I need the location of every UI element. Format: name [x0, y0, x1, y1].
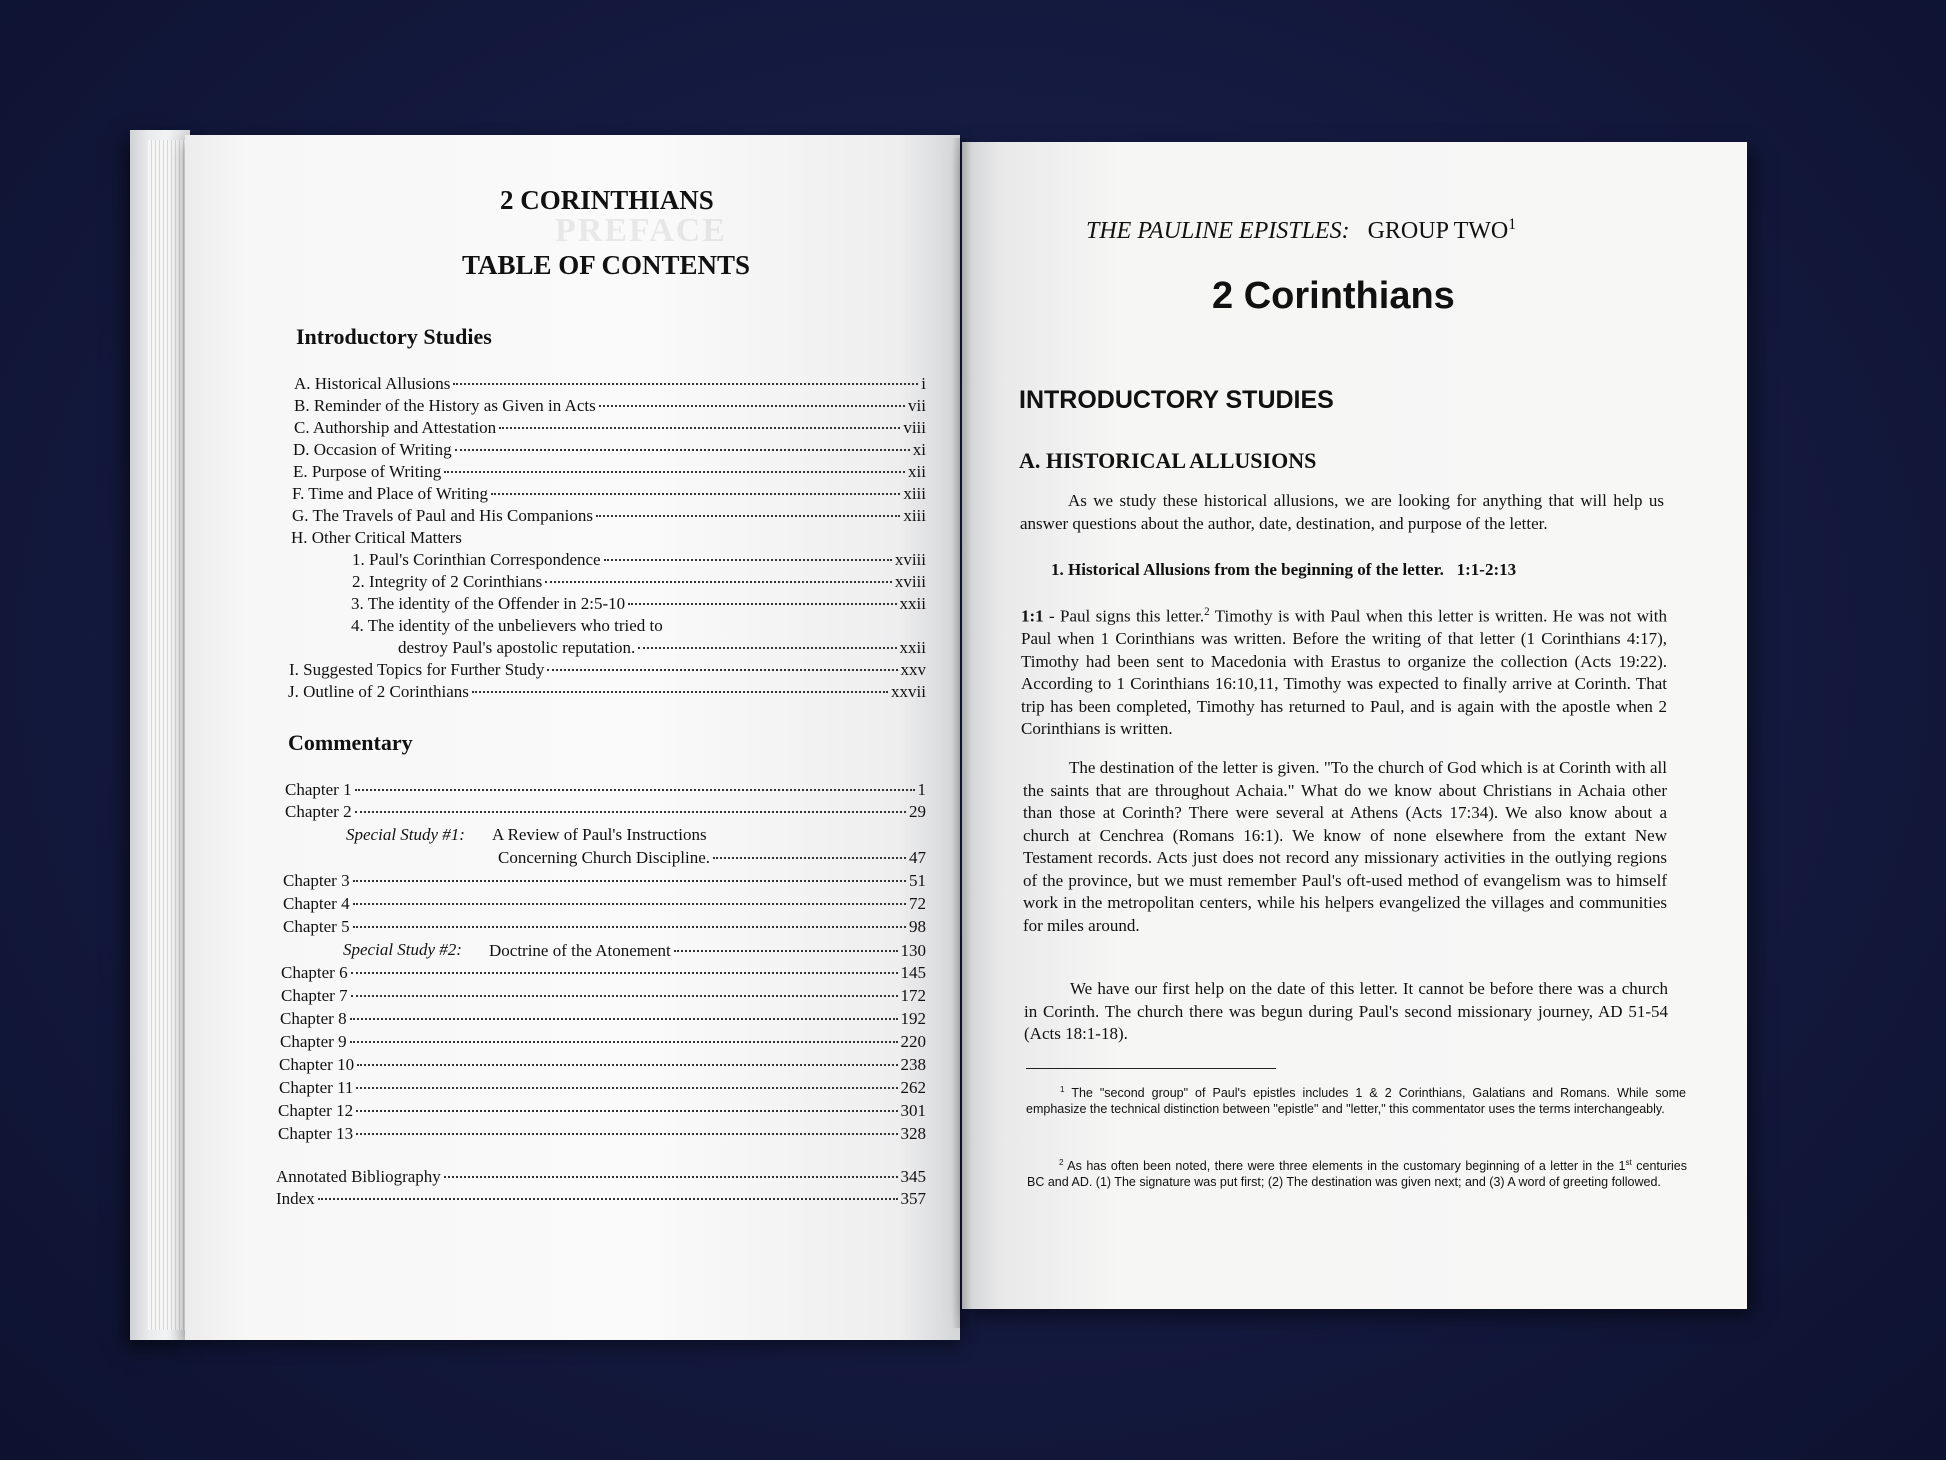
toc-entry-label: Chapter 9 [280, 1032, 347, 1051]
toc-entry-label: G. The Travels of Paul and His Companions [292, 506, 593, 525]
leader-dots [351, 971, 898, 974]
toc-subentry-2[interactable] [352, 572, 926, 592]
toc-page-number: 238 [900, 1055, 926, 1074]
toc-entry-label: Chapter 11 [279, 1078, 354, 1097]
toc-chapter-5[interactable] [283, 917, 926, 937]
toc-entry-label: Doctrine of the Atonement [489, 941, 671, 960]
leader-dots [455, 448, 910, 451]
verse-paragraph [1021, 601, 1667, 741]
toc-page-number: 51 [909, 871, 926, 890]
toc-entry-label: Chapter 8 [280, 1009, 347, 1028]
subsection-heading: A. HISTORICAL ALLUSIONS [1019, 448, 1317, 473]
toc-section-commentary: Commentary [288, 730, 413, 755]
leader-dots [596, 514, 900, 517]
toc-title: TABLE OF CONTENTS [462, 250, 751, 280]
toc-page-number: 1 [917, 780, 926, 799]
toc-subentry-4-line2[interactable] [398, 638, 926, 658]
toc-entry-label: Chapter 12 [278, 1101, 354, 1120]
toc-subentry-3[interactable] [351, 594, 926, 614]
toc-chapter-6[interactable] [281, 963, 926, 983]
intro-paragraph: As we study these historical allusions, we are looking for anything that will help us answer questions about the author, date, destination, and purpose of the letter. [1020, 491, 1664, 533]
toc-page-number: xi [912, 440, 926, 459]
toc-entry-label: 3. The identity of the Offender in 2:5-10 [351, 594, 626, 613]
book-gutter [952, 138, 972, 1328]
toc-bibliography[interactable] [276, 1167, 926, 1187]
leader-dots [355, 788, 915, 791]
special-study-1-label: Special Study #1: [346, 825, 465, 844]
toc-entry-c[interactable] [294, 418, 926, 438]
leader-dots [628, 602, 896, 605]
toc-entry-h[interactable]: H. Other Critical Matters [291, 528, 462, 547]
toc-entry-i[interactable] [289, 660, 926, 680]
toc-entry-label: J. Outline of 2 Corinthians [288, 682, 469, 701]
toc-chapter-10[interactable] [279, 1055, 926, 1075]
toc-entry-label: Annotated Bibliography [276, 1167, 441, 1186]
page-title: 2 Corinthians [1212, 275, 1455, 317]
toc-page-number: 301 [900, 1101, 926, 1120]
toc-chapter-3[interactable] [283, 871, 926, 891]
running-head-italic: THE PAULINE EPISTLES: [1086, 218, 1350, 244]
toc-entry-f[interactable] [292, 484, 926, 504]
verse-text-a: - Paul signs this letter. [1043, 606, 1205, 626]
toc-chapter-8[interactable] [280, 1009, 926, 1029]
leader-dots [353, 879, 906, 882]
leader-dots [355, 810, 906, 813]
toc-page-number: 98 [909, 917, 926, 936]
toc-entry-label: Chapter 4 [283, 894, 350, 913]
special-study-2-label: Special Study #2: [343, 940, 462, 959]
toc-entry-a[interactable] [294, 374, 926, 394]
leader-dots [453, 382, 918, 385]
leader-dots [599, 404, 905, 407]
toc-entry-label: C. Authorship and Attestation [294, 418, 497, 437]
toc-entry-label: Chapter 7 [281, 986, 348, 1005]
toc-page-number: xviii [894, 550, 926, 569]
show-through-heading: PREFACE [555, 212, 728, 249]
leader-dots [444, 1175, 898, 1178]
footnote-number: 1 [1060, 1085, 1065, 1094]
toc-subentry-1[interactable] [352, 550, 926, 570]
toc-entry-label: B. Reminder of the History as Given in Acts [294, 396, 596, 415]
running-head-plain: GROUP TWO [1367, 218, 1509, 244]
toc-page-number: xiii [903, 484, 926, 503]
leader-dots [353, 902, 906, 905]
footnote-marker: 1 [1508, 216, 1517, 233]
toc-page-number: 72 [909, 894, 926, 913]
toc-entry-label: 1. Paul's Corinthian Correspondence [352, 550, 601, 569]
toc-chapter-7[interactable] [281, 986, 926, 1006]
footnote-2-text-b: centuries BC and AD. (1) The signature was put first; (2) The destination was given next; and (3) A word of greeting followed. [1027, 1159, 1687, 1190]
toc-entry-d[interactable] [293, 440, 926, 460]
toc-page-number: xiii [903, 506, 926, 525]
toc-subentry-4-line1[interactable]: 4. The identity of the unbelievers who tried to [351, 616, 663, 635]
destination-paragraph: The destination of the letter is given. "To the church of God which is at Corinth with all the saints that are throughout Achaia." What do we know about Christians in Achaia other than those at Corinth? There were several at Athens (Acts 17:34). We also know about a church at Cenchrea (Romans 16:1). We know of none elsewhere from the extant New Testament records. Acts just does not record any missionary activities in the outlying regions of the province, but we must remember Paul's oft-used method of evangelism was to himself work in the metropolitan centers, while his helpers evangelized the villages and communities for miles around. [1023, 758, 1667, 935]
verse-ref: 1:1 [1021, 606, 1044, 626]
point-1-ref: 1:1-2:13 [1456, 560, 1517, 579]
toc-entry-b[interactable] [294, 396, 926, 416]
leader-dots [351, 994, 898, 997]
toc-entry-j[interactable] [288, 682, 926, 702]
toc-chapter-12[interactable] [278, 1101, 926, 1121]
toc-page-number: 145 [900, 963, 926, 982]
toc-chapter-1[interactable] [285, 780, 926, 800]
leader-dots [350, 1017, 898, 1020]
toc-entry-g[interactable] [292, 506, 926, 526]
toc-chapter-11[interactable] [279, 1078, 926, 1098]
date-paragraph: We have our first help on the date of this letter. It cannot be before there was a church in Corinth. The church there was begun during Paul's second missionary journey, AD 51-54 (Acts 18:1-18). [1024, 979, 1668, 1043]
point-1-heading [1051, 560, 1516, 580]
toc-index[interactable] [276, 1189, 926, 1209]
toc-page-number: xii [908, 462, 926, 481]
leader-dots [444, 470, 905, 473]
toc-page-number: 172 [900, 986, 926, 1005]
leader-dots [604, 558, 892, 561]
leader-dots [318, 1197, 898, 1200]
toc-page-number: xxvii [891, 682, 926, 701]
toc-page-number: 262 [900, 1078, 926, 1097]
footnote-number: 2 [1059, 1158, 1064, 1167]
toc-entry-label: D. Occasion of Writing [293, 440, 452, 459]
toc-entry-e[interactable] [293, 462, 926, 482]
footnote-2 [1027, 1155, 1687, 1190]
toc-chapter-4[interactable] [283, 894, 926, 914]
toc-page-number: 130 [900, 941, 926, 960]
leader-dots [545, 580, 892, 583]
toc-page-number: 192 [900, 1009, 926, 1028]
leader-dots [356, 1132, 897, 1135]
leader-dots [499, 426, 900, 429]
special-study-2-entry[interactable] [489, 941, 926, 961]
toc-entry-label: Concerning Church Discipline. [498, 848, 710, 867]
toc-entry-label: Chapter 3 [283, 871, 350, 890]
footnote-1-text: The "second group" of Paul's epistles includes 1 & 2 Corinthians, Galatians and Romans. While some emphasize the technical distinction between "epistle" and "letter," this commentator uses the terms interchangeably. [1026, 1086, 1686, 1117]
leader-dots [356, 1109, 897, 1112]
toc-page-number: xxv [900, 660, 926, 679]
leader-dots [472, 690, 888, 693]
leader-dots [713, 856, 906, 859]
toc-chapter-9[interactable] [280, 1032, 926, 1052]
leader-dots [547, 668, 897, 671]
toc-page-number: 345 [900, 1167, 926, 1186]
toc-entry-label: Chapter 13 [278, 1124, 354, 1143]
toc-page-number: 29 [909, 802, 926, 821]
leader-dots [638, 646, 896, 649]
toc-chapter-13[interactable] [278, 1124, 926, 1144]
toc-entry-label: I. Suggested Topics for Further Study [289, 660, 545, 679]
toc-page-number: 357 [900, 1189, 926, 1208]
verse-text-b: Timothy is with Paul when this letter is written. He was not with Paul when 1 Corinthians was written. Before the writing of that letter (1 Corinthians 4:17), Timothy had been sent to Macedonia with Erastus to organize the collection (Acts 19:22). According to 1 Corinthians 16:10,11, Timothy was expected to finally arrive at Corinth. That trip has been completed, Timothy has returned to Paul, and is again with the apostle when 2 Corinthians is written. [1021, 606, 1667, 739]
toc-entry-label: Index [276, 1189, 315, 1208]
toc-page-number: xxii [899, 638, 926, 657]
toc-page-number: 220 [900, 1032, 926, 1051]
footnote-2-text-a: As has often been noted, there were three elements in the customary beginning of a letter in the 1 [1067, 1159, 1626, 1174]
running-head [1086, 216, 1516, 245]
toc-page-number: i [921, 374, 926, 393]
leader-dots [353, 925, 906, 928]
book-title: 2 CORINTHIANS [500, 185, 714, 215]
footnote-1 [1026, 1082, 1686, 1117]
special-study-1-line2[interactable] [498, 848, 926, 868]
toc-entry-label: 2. Integrity of 2 Corinthians [352, 572, 543, 591]
toc-entry-label: Chapter 6 [281, 963, 348, 982]
toc-entry-label: Chapter 1 [285, 780, 352, 799]
leader-dots [491, 492, 900, 495]
page-edges [148, 140, 188, 1330]
toc-page-number: xviii [894, 572, 926, 591]
toc-page-number: 47 [909, 848, 926, 867]
toc-entry-label: A. Historical Allusions [294, 374, 451, 393]
toc-entry-label: F. Time and Place of Writing [292, 484, 488, 503]
toc-page-number: xxii [899, 594, 926, 613]
toc-section-intro: Introductory Studies [296, 324, 492, 349]
special-study-1-line1[interactable]: A Review of Paul's Instructions [492, 825, 707, 844]
toc-page-number: viii [903, 418, 926, 437]
toc-entry-label: destroy Paul's apostolic reputation. [398, 638, 636, 657]
leader-dots [357, 1063, 897, 1066]
toc-entry-label: Chapter 2 [285, 802, 352, 821]
toc-entry-label: E. Purpose of Writing [293, 462, 442, 481]
leader-dots [674, 949, 898, 952]
leader-dots [356, 1086, 897, 1089]
point-1-label: 1. Historical Allusions from the beginning of the letter. [1051, 560, 1444, 579]
toc-page-number: vii [908, 396, 926, 415]
toc-entry-label: Chapter 5 [283, 917, 350, 936]
toc-entry-label: Chapter 10 [279, 1055, 355, 1074]
toc-chapter-2[interactable] [285, 802, 926, 822]
toc-page-number: 328 [900, 1124, 926, 1143]
section-heading: INTRODUCTORY STUDIES [1019, 386, 1334, 414]
footnote-marker: 2 [1204, 606, 1210, 618]
footnote-superscript: st [1625, 1158, 1632, 1167]
leader-dots [350, 1040, 898, 1043]
footnote-rule [1026, 1068, 1276, 1069]
